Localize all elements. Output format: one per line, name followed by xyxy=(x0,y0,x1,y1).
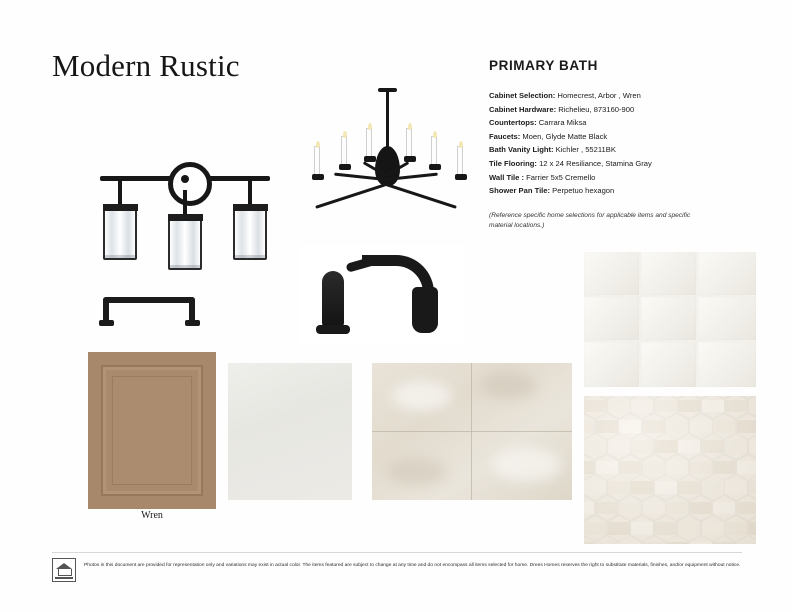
spec-label: Cabinet Selection: xyxy=(489,91,556,100)
chandelier-candle xyxy=(314,146,320,176)
hex-tile xyxy=(690,542,712,544)
hex-tile xyxy=(690,502,712,515)
hex-tile xyxy=(619,461,641,474)
hex-tile xyxy=(713,420,735,433)
spec-row xyxy=(489,89,739,103)
hex-tile xyxy=(631,400,653,413)
hex-tile xyxy=(678,440,700,453)
hex-tile xyxy=(596,542,618,544)
chandelier-image xyxy=(300,88,475,218)
equal-housing-opportunity-logo xyxy=(52,558,76,582)
vanity-light-shade xyxy=(103,204,137,260)
vanity-light-shade xyxy=(233,204,267,260)
hex-tile xyxy=(643,420,665,433)
spec-value: 12 x 24 Resiliance, Stamina Gray xyxy=(539,158,652,168)
hex-tile xyxy=(608,522,630,535)
spec-label: Bath Vanity Light: xyxy=(489,145,554,155)
section-title: PRIMARY BATH xyxy=(489,58,598,73)
hex-tile xyxy=(702,522,724,535)
cabinet-swatch-label: Wren xyxy=(141,510,163,521)
hex-tile xyxy=(619,502,641,515)
spec-row xyxy=(489,171,739,185)
spec-label: Faucets: xyxy=(489,131,521,141)
spec-value: Perpetuo hexagon xyxy=(552,186,615,196)
hex-tile xyxy=(608,440,630,453)
hex-tile xyxy=(666,542,688,544)
spec-note: (Reference specific home selections for applicable items and specific material locations.) xyxy=(489,211,691,229)
vanity-light-plate xyxy=(168,162,212,206)
vanity-light-arm xyxy=(183,190,187,216)
hex-tile xyxy=(631,481,653,494)
spec-value: Farrier 5x5 Cremello xyxy=(526,172,596,182)
hex-tile xyxy=(655,522,677,535)
hex-tile xyxy=(666,461,688,474)
hex-tile xyxy=(596,502,618,515)
hex-tile xyxy=(713,502,735,515)
hex-tile xyxy=(713,542,735,544)
hex-tile xyxy=(584,542,594,544)
hex-tile xyxy=(749,481,757,494)
hex-tile xyxy=(619,542,641,544)
hex-tile xyxy=(608,481,630,494)
pull-foot xyxy=(99,320,114,326)
hex-tile xyxy=(666,502,688,515)
hex-tile xyxy=(702,400,724,413)
hex-tile xyxy=(631,522,653,535)
spec-row xyxy=(489,103,739,117)
hex-tile xyxy=(631,440,653,453)
footer-divider xyxy=(52,552,742,553)
hex-tile xyxy=(725,481,747,494)
spec-label: Tile Flooring: xyxy=(489,158,537,168)
hex-tile xyxy=(725,440,747,453)
chandelier-arm xyxy=(386,183,457,209)
hex-tile xyxy=(584,502,594,515)
floor-tile-swatch xyxy=(372,363,572,500)
spec-value: Moen, Glyde Matte Black xyxy=(522,131,608,141)
spec-value: Carrara Miksa xyxy=(538,118,587,128)
hex-tile xyxy=(678,522,700,535)
spec-value: Kichler , 55211BK xyxy=(555,145,616,155)
hex-tile xyxy=(713,461,735,474)
hex-tile xyxy=(702,440,724,453)
spec-row xyxy=(489,130,739,144)
chandelier-candle xyxy=(341,136,347,166)
faucet-image xyxy=(300,245,465,345)
spec-row xyxy=(489,157,739,171)
hex-tile xyxy=(643,461,665,474)
chandelier-arm xyxy=(315,183,386,209)
hex-tile xyxy=(678,400,700,413)
hex-mosaic-swatch xyxy=(584,396,756,544)
hex-tile xyxy=(596,461,618,474)
spec-row xyxy=(489,143,739,157)
cabinet-door-swatch xyxy=(88,352,216,509)
faucet-handle xyxy=(322,271,344,327)
hex-tile xyxy=(655,400,677,413)
hex-tile xyxy=(643,542,665,544)
wall-tile-swatch xyxy=(584,252,756,387)
pull-foot xyxy=(185,320,200,326)
hex-tile xyxy=(749,522,757,535)
faucet-base xyxy=(412,287,438,333)
chandelier-candle xyxy=(406,128,412,158)
spec-value: Richelieu, 873160-900 xyxy=(558,104,635,114)
hex-tile xyxy=(655,440,677,453)
hex-tile xyxy=(737,502,756,515)
vanity-light-shade xyxy=(168,214,202,270)
hex-tile xyxy=(749,440,757,453)
spec-label: Wall Tile : xyxy=(489,172,525,182)
hex-tile xyxy=(619,420,641,433)
hex-tile xyxy=(702,481,724,494)
hex-tile xyxy=(678,481,700,494)
cabinet-door-frame xyxy=(101,365,203,496)
hex-tile xyxy=(584,400,606,413)
hex-tile xyxy=(666,420,688,433)
hex-tile xyxy=(737,461,756,474)
hex-tile xyxy=(584,461,594,474)
vanity-light-arm xyxy=(248,180,252,206)
countertop-swatch xyxy=(228,363,352,500)
hex-tile xyxy=(725,400,747,413)
hex-tile xyxy=(584,481,606,494)
specification-list xyxy=(489,58,739,231)
cabinet-door-center xyxy=(112,376,192,485)
hex-tile xyxy=(749,400,757,413)
page-title: Modern Rustic xyxy=(52,48,240,83)
spec-value: Homecrest, Arbor , Wren xyxy=(557,91,641,100)
hex-tile xyxy=(596,420,618,433)
hex-tile xyxy=(737,420,756,433)
hex-tile xyxy=(584,522,606,535)
spec-row xyxy=(489,116,739,130)
spec-label: Countertops: xyxy=(489,118,537,128)
spec-label: Cabinet Hardware: xyxy=(489,104,557,114)
footer xyxy=(52,558,742,582)
chandelier-candle xyxy=(366,128,372,158)
cabinet-pull-image xyxy=(95,285,200,335)
hex-tile xyxy=(690,420,712,433)
vanity-light-arm xyxy=(118,180,122,206)
chandelier-candle xyxy=(457,146,463,176)
spec-row xyxy=(489,184,739,198)
chandelier-rod xyxy=(386,88,389,150)
chandelier-candle xyxy=(431,136,437,166)
hex-tile xyxy=(690,461,712,474)
hex-tile xyxy=(737,542,756,544)
hex-tile xyxy=(643,502,665,515)
pull-bar xyxy=(103,297,195,303)
bath-vanity-light-image xyxy=(88,130,288,265)
footer-disclaimer: Photos in this document are provided for representation only and variations may exist in actual color. The items featured are subject to change at any time and do not encompass all items selected for home. Drees Homes reserves the right to substitute materials, finishes, and/or equipment without notice. xyxy=(84,563,741,568)
hex-tile xyxy=(655,481,677,494)
hex-tile xyxy=(584,440,606,453)
hex-tile xyxy=(584,420,594,433)
hex-tile xyxy=(608,400,630,413)
spec-label: Shower Pan Tile: xyxy=(489,186,551,196)
hex-tile xyxy=(725,522,747,535)
